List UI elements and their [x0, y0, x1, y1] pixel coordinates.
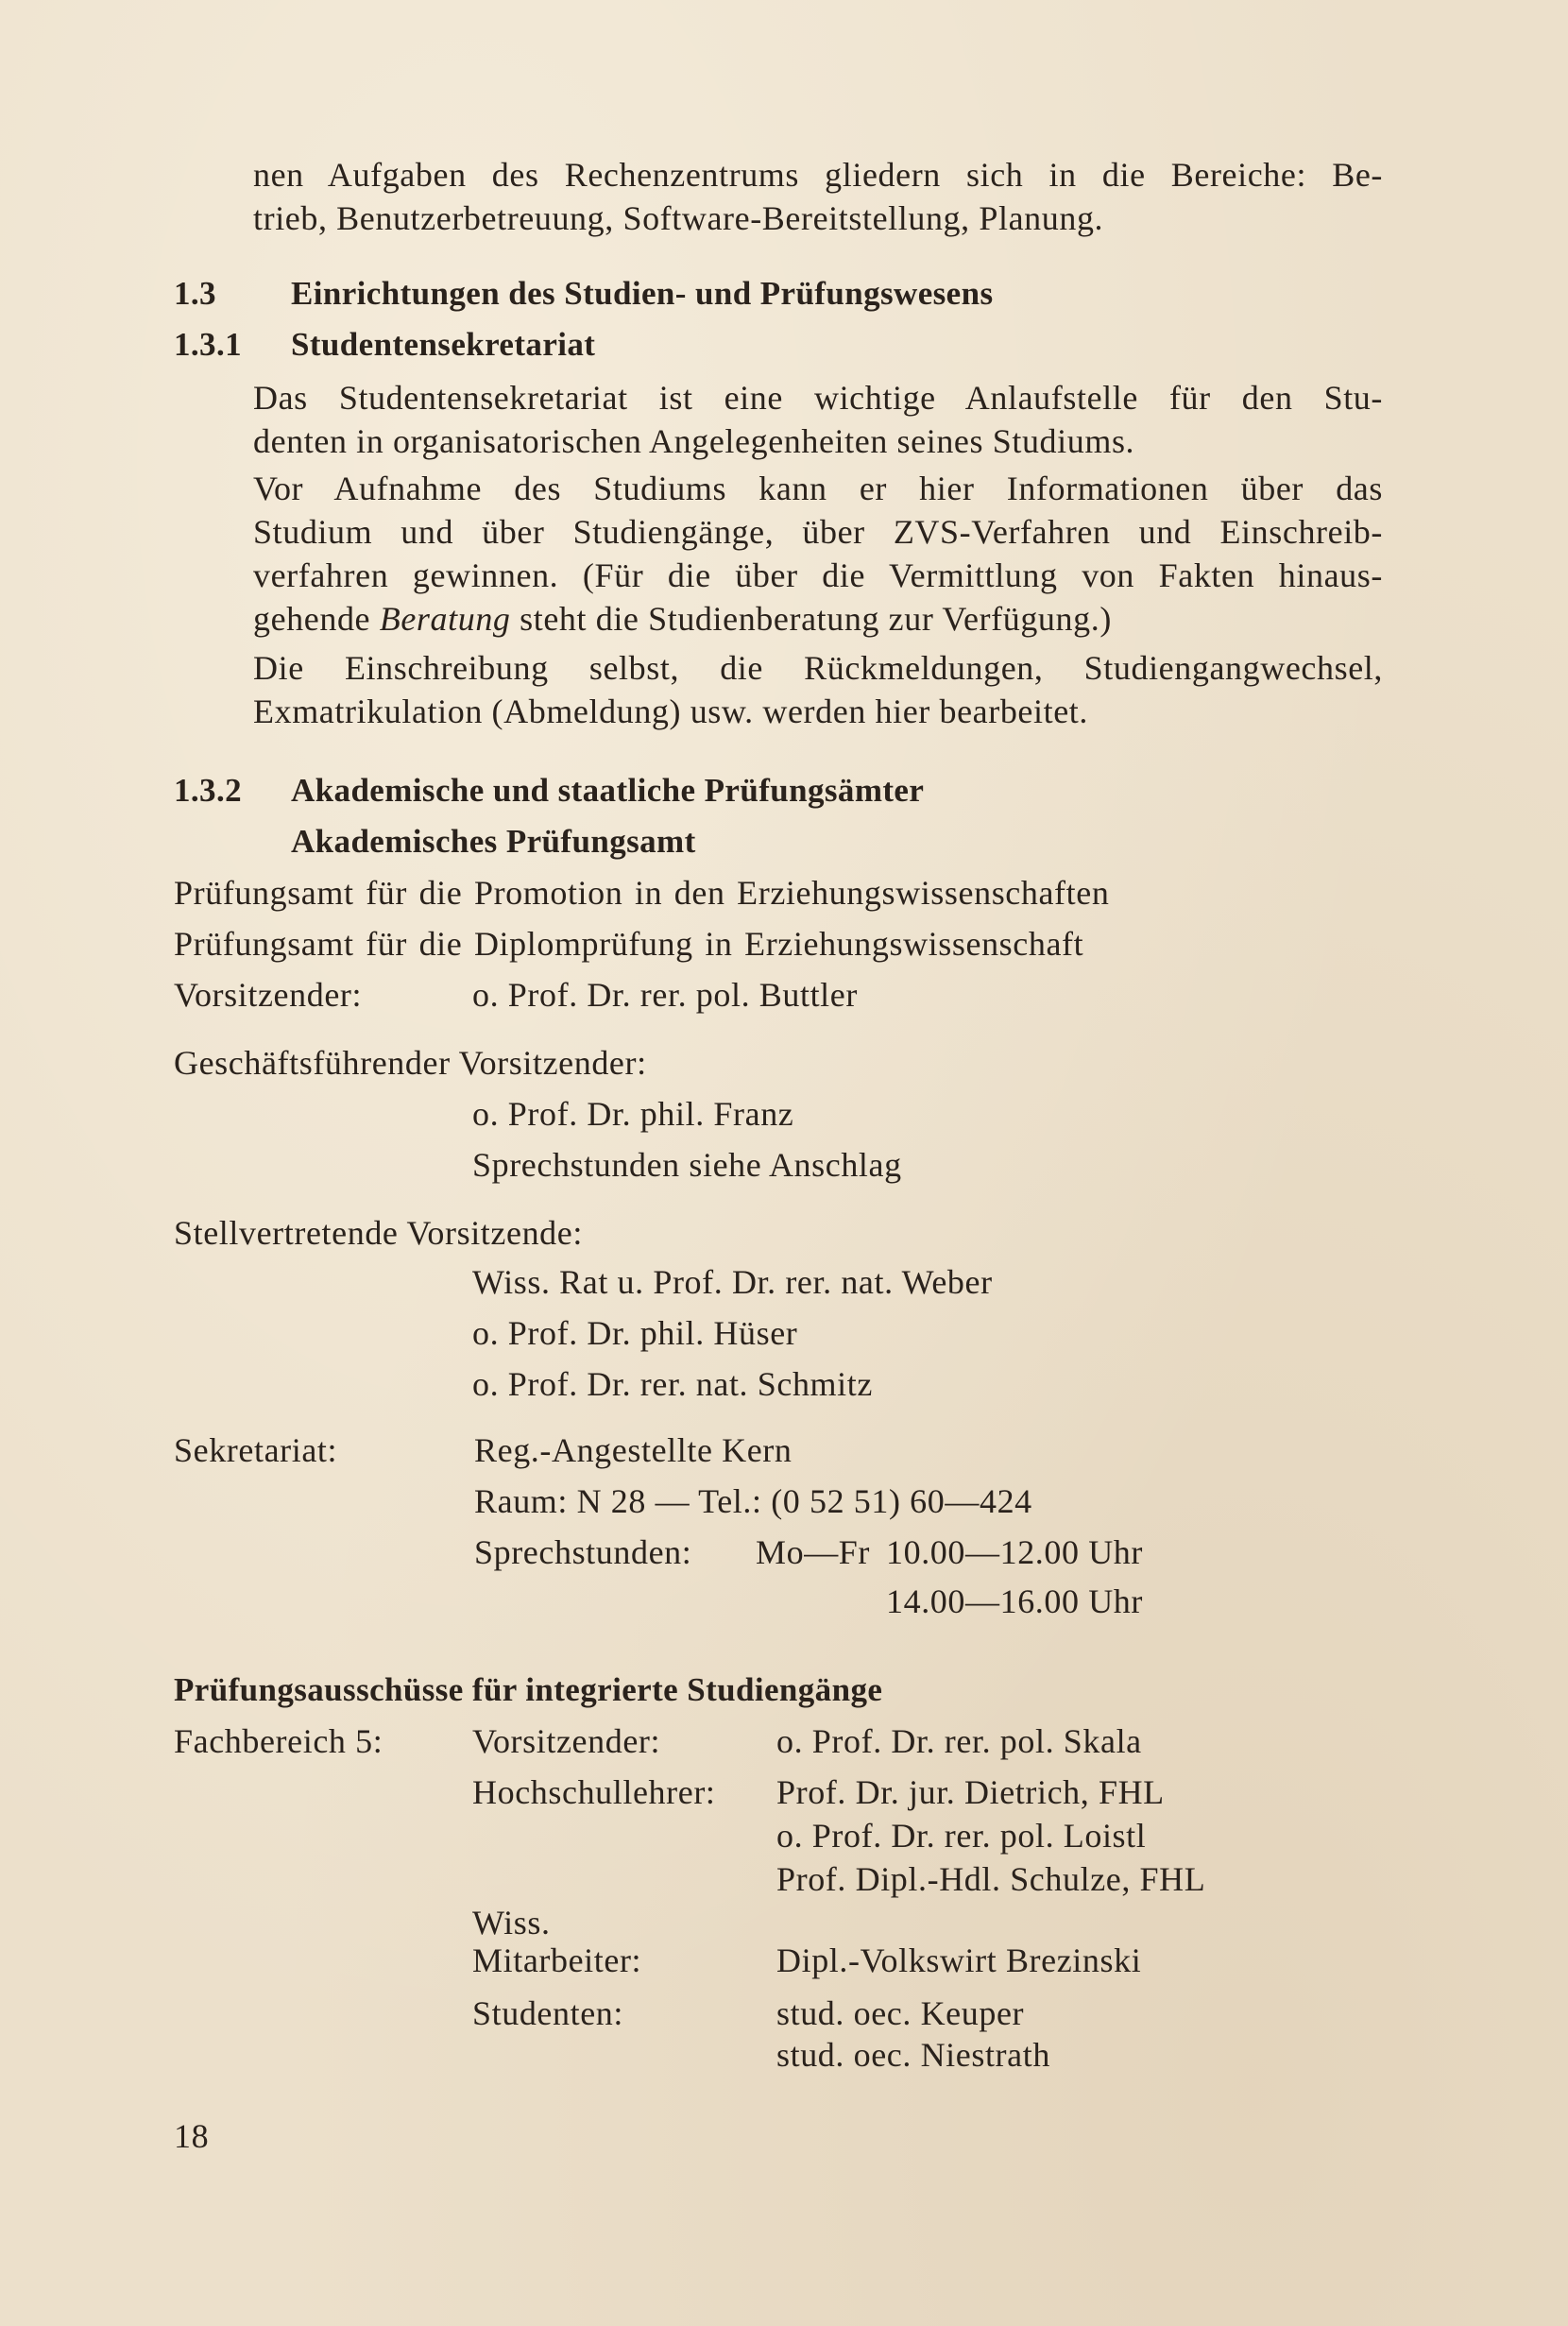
- role-label: Hochschullehrer:: [472, 1773, 716, 1811]
- role-value: o. Prof. Dr. rer. pol. Loistl: [776, 1817, 1147, 1855]
- role-label: Vorsitzender:: [472, 1722, 661, 1760]
- paragraph: [253, 467, 1383, 641]
- role-value: o. Prof. Dr. phil. Hüser: [472, 1314, 798, 1352]
- intro-line: trieb, Benutzerbetreuung, Software-Bereitstellung, Planung.: [253, 199, 1104, 237]
- text-run: gehende: [253, 600, 380, 638]
- paragraph: [253, 376, 1383, 463]
- office-name: Prüfungsamt für die Diplomprüfung in Erziehungswissenschaft: [174, 925, 1084, 963]
- section-title: Einrichtungen des Studien- und Prüfungswesens: [291, 275, 994, 312]
- role-label: Wiss.: [472, 1904, 551, 1941]
- role-value: Reg.-Angestellte Kern: [474, 1431, 793, 1469]
- role-label: Studenten:: [472, 1994, 623, 2032]
- page-number: 18: [174, 2117, 210, 2155]
- role-label: Sekretariat:: [174, 1431, 338, 1469]
- intro-line: nen Aufgaben des Rechenzentrums gliedern sich in die Bereiche: Be-: [253, 156, 1383, 194]
- office-hours: Sprechstunden siehe Anschlag: [472, 1146, 902, 1184]
- room-phone: Raum: N 28 — Tel.: (0 52 51) 60—424: [474, 1482, 1032, 1520]
- role-value: o. Prof. Dr. rer. pol. Buttler: [472, 976, 858, 1014]
- emphasized-word: Beratung: [379, 600, 511, 638]
- office-hours-time: 10.00—12.00 Uhr: [886, 1533, 1143, 1571]
- intro-paragraph: [253, 153, 1383, 240]
- office-name: Prüfungsamt für die Promotion in den Erziehungswissenschaften: [174, 874, 1110, 912]
- section-title: Prüfungsausschüsse für integrierte Studiengänge: [174, 1671, 883, 1708]
- paragraph: [253, 646, 1383, 733]
- role-value: Wiss. Rat u. Prof. Dr. rer. nat. Weber: [472, 1263, 993, 1301]
- paragraph-line: verfahren gewinnen. (Für die über die Vermittlung von Fakten hinaus-: [253, 556, 1383, 594]
- paragraph-line: Die Einschreibung selbst, die Rückmeldungen, Studiengangwechsel,: [253, 649, 1383, 687]
- role-label: Mitarbeiter:: [472, 1941, 642, 1979]
- role-label: Geschäftsführender Vorsitzender:: [174, 1044, 647, 1082]
- section-number: 1.3: [174, 275, 216, 312]
- role-value: stud. oec. Keuper: [776, 1994, 1025, 2032]
- office-hours-time: 14.00—16.00 Uhr: [886, 1582, 1143, 1620]
- section-title: Akademische und staatliche Prüfungsämter: [291, 772, 925, 809]
- paragraph-line: Exmatrikulation (Abmeldung) usw. werden hier bearbeitet.: [253, 693, 1088, 730]
- role-value: Prof. Dr. jur. Dietrich, FHL: [776, 1773, 1165, 1811]
- office-hours-label: Sprechstunden:: [474, 1533, 692, 1571]
- role-value: Prof. Dipl.-Hdl. Schulze, FHL: [776, 1860, 1206, 1898]
- section-number: 1.3.2: [174, 772, 242, 809]
- paragraph-line: [253, 597, 1383, 641]
- section-number: 1.3.1: [174, 326, 242, 363]
- department-label: Fachbereich 5:: [174, 1722, 383, 1760]
- paragraph-line: Studium und über Studiengänge, über ZVS-Verfahren und Einschreib-: [253, 513, 1383, 551]
- role-value: stud. oec. Niestrath: [776, 2036, 1050, 2074]
- section-title: Studentensekretariat: [291, 326, 596, 363]
- role-value: o. Prof. Dr. rer. pol. Skala: [776, 1722, 1142, 1760]
- section-subtitle: Akademisches Prüfungsamt: [291, 823, 696, 860]
- text-run: steht die Studienberatung zur Verfügung.): [510, 600, 1112, 638]
- paragraph-line: denten in organisatorischen Angelegenheiten seines Studiums.: [253, 422, 1135, 460]
- role-value: Dipl.-Volkswirt Brezinski: [776, 1941, 1142, 1979]
- paragraph-line: Das Studentensekretariat ist eine wichtige Anlaufstelle für den Stu-: [253, 379, 1383, 417]
- role-label: Vorsitzender:: [174, 976, 363, 1014]
- role-label: Stellvertretende Vorsitzende:: [174, 1214, 583, 1252]
- role-value: o. Prof. Dr. phil. Franz: [472, 1095, 794, 1133]
- role-value: o. Prof. Dr. rer. nat. Schmitz: [472, 1365, 873, 1403]
- paragraph-line: Vor Aufnahme des Studiums kann er hier Informationen über das: [253, 470, 1383, 507]
- office-hours-days: Mo—Fr: [756, 1533, 871, 1571]
